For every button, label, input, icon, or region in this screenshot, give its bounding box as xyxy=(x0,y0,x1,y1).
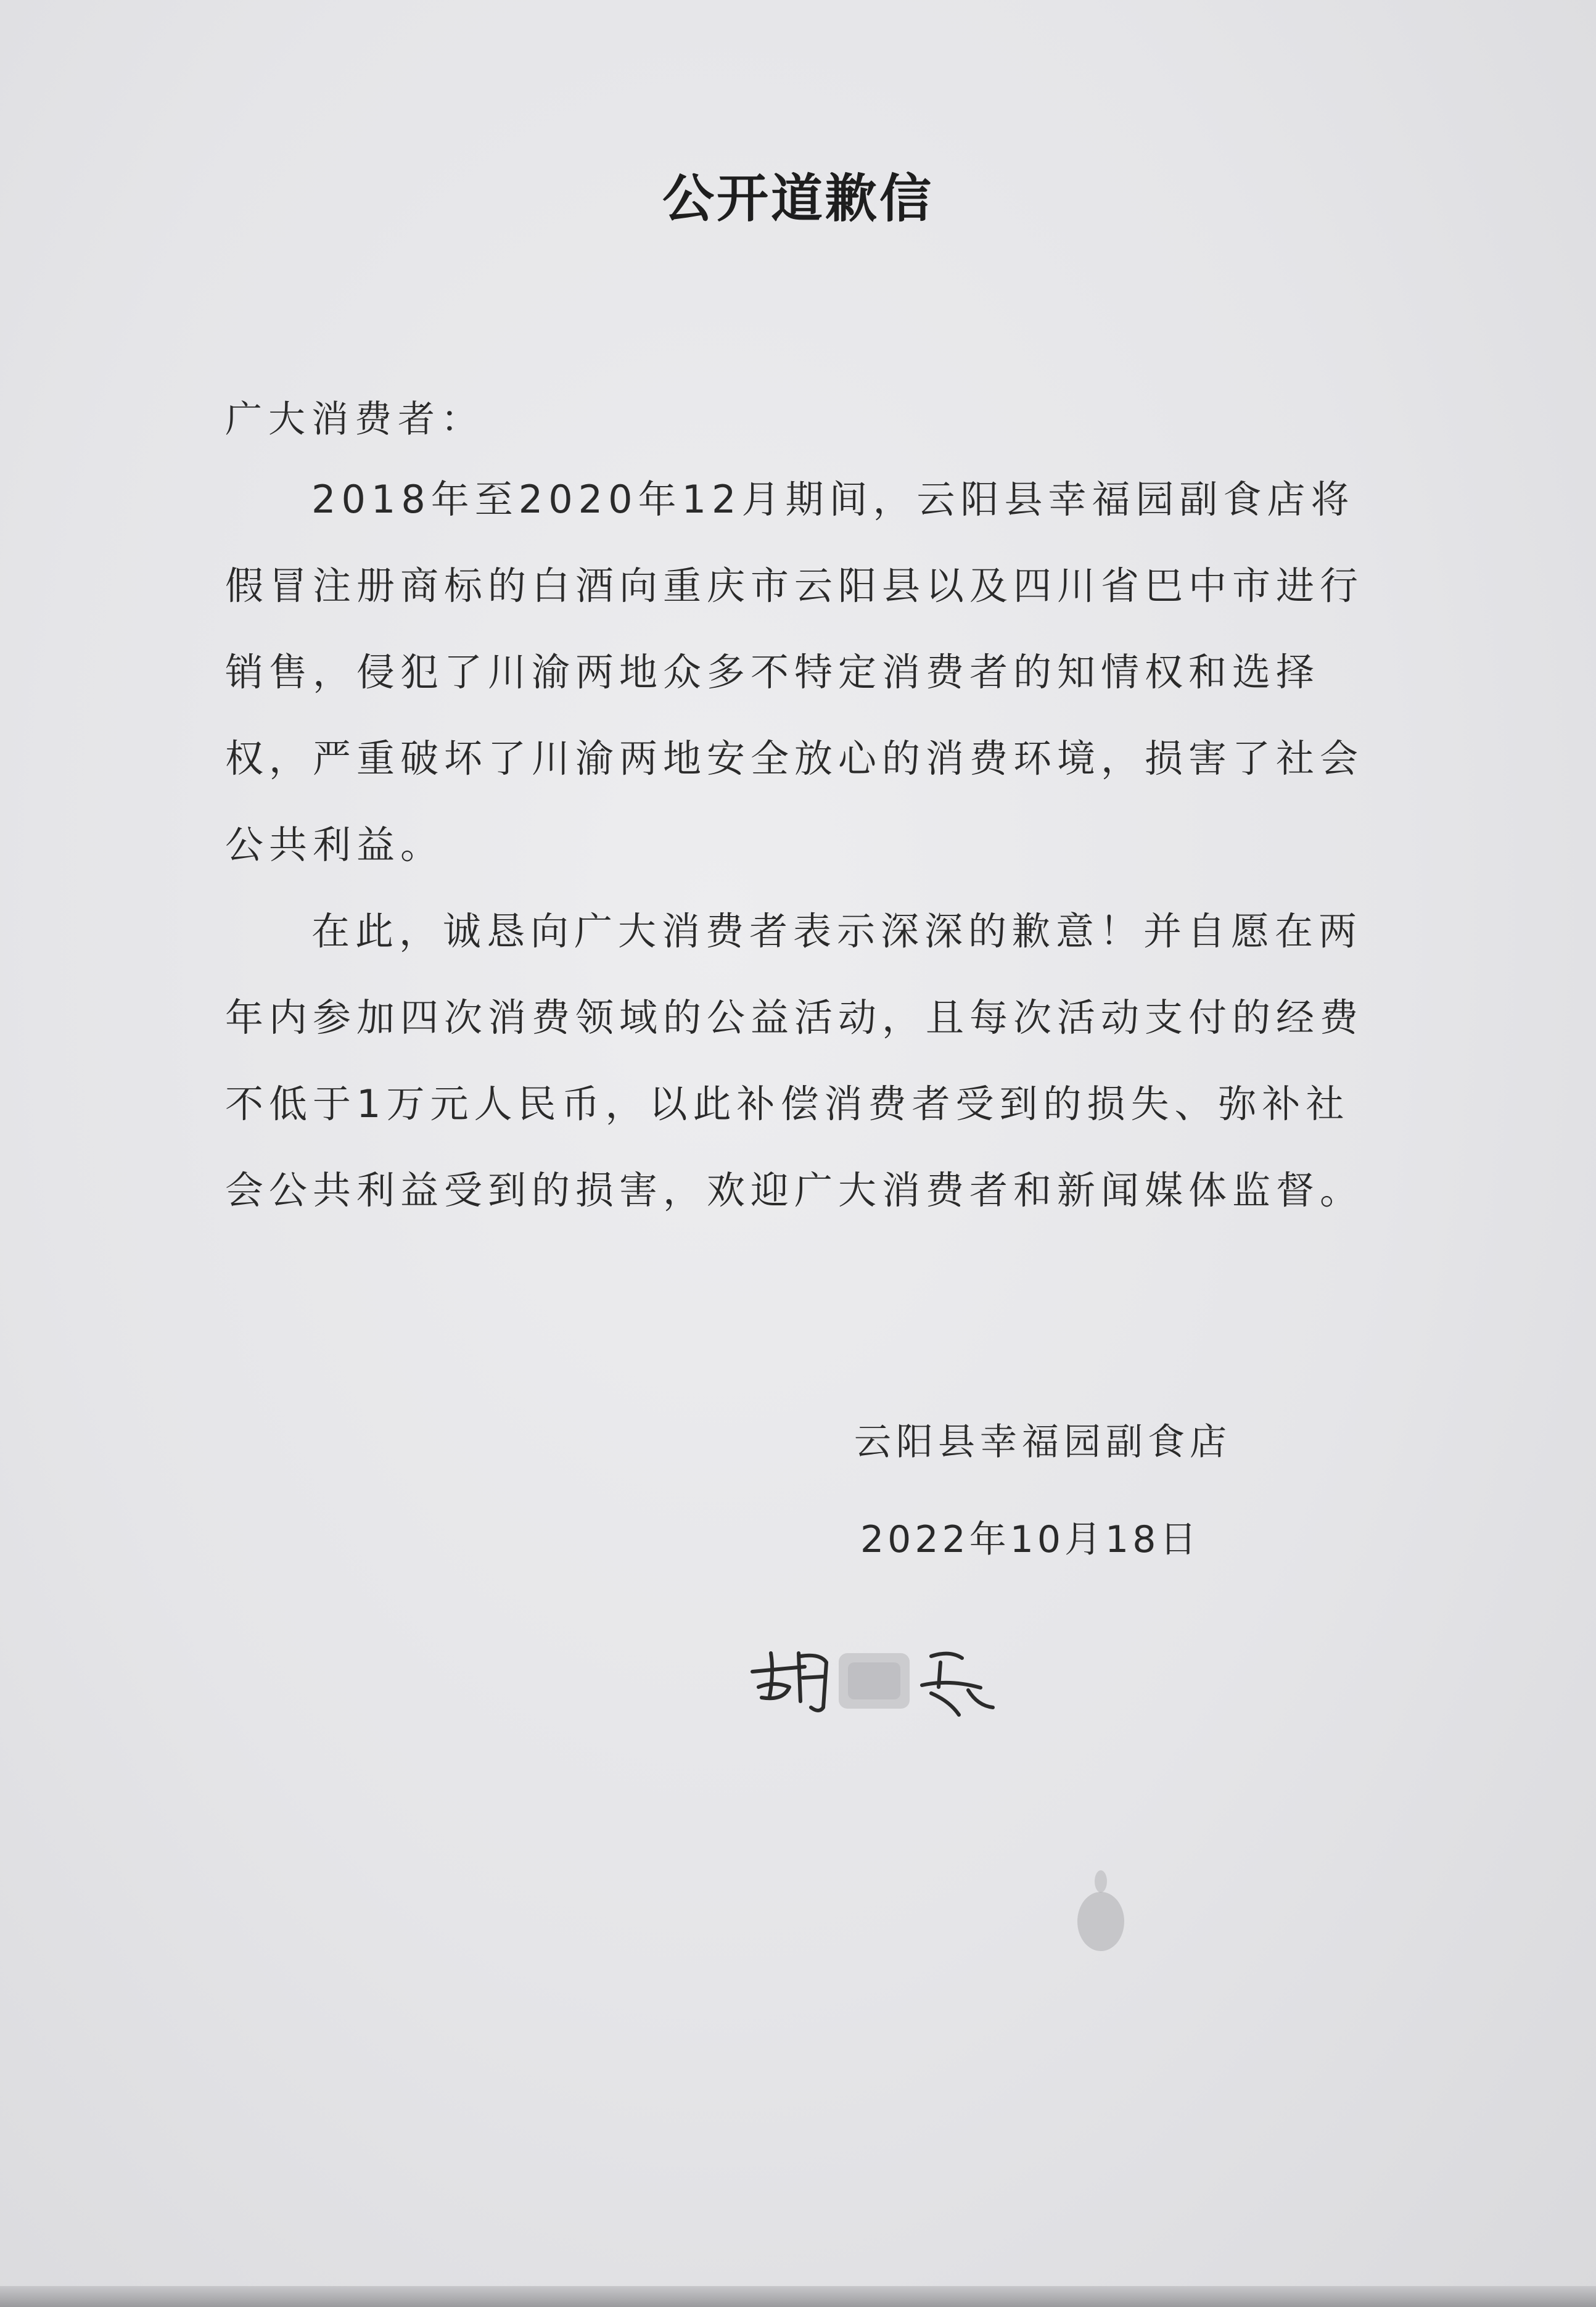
signatory-store: 云阳县幸福园副食店 xyxy=(854,1421,1232,1464)
table-edge xyxy=(0,2286,1596,2307)
letter-title: 公开道歉信 xyxy=(662,168,934,229)
ink-stain xyxy=(1073,1863,1129,1955)
signature-date: 2022年10月18日 xyxy=(860,1518,1201,1561)
handwritten-signature xyxy=(746,1628,1005,1721)
salutation: 广大消费者： xyxy=(225,398,484,441)
body-paragraph-2: 在此，诚恳向广大消费者表示深深的歉意！并自愿在两年内参加四次消费领域的公益活动，且每次活动支付的经费不低于1万元人民币，以此补偿消费者受到的损失、弥补社会公共利益受到的损害，欢迎广大消费者和新闻媒体监督。 xyxy=(225,909,1364,1213)
body-paragraph-1: 2018年至2020年12月期间，云阳县幸福园副食店将假冒注册商标的白酒向重庆市云阳县以及四川省巴中市进行销售，侵犯了川渝两地众多不特定消费者的知情权和选择权，严重破坏了川渝两地安全放心的消费环境，损害了社会公共利益。 xyxy=(225,477,1364,867)
